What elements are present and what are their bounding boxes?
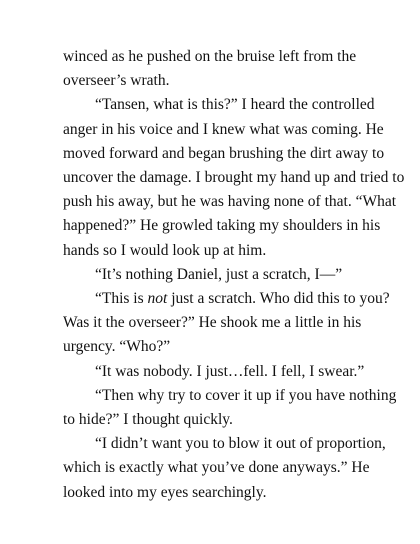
text-line: “I didn’t want you to blow it out of proportion, [95, 435, 386, 453]
text-line [63, 287, 390, 311]
text-line: “It was nobody. I just…fell. I fell, I swear.” [95, 362, 365, 380]
paragraph-tansen-question [63, 93, 405, 262]
paragraph-nothing-daniel [63, 263, 386, 287]
text-line: Was it the overseer?” He shook me a little in his [63, 314, 362, 332]
text-line: uncover the damage. I brought my hand up and tried to [63, 169, 405, 187]
text-segment: just a scratch. Who did this to you? [167, 290, 390, 308]
text-line: looked into my eyes searchingly. [63, 483, 267, 501]
text-line: hands so I would look up at him. [63, 241, 267, 259]
text-line: moved forward and began brushing the dirt away to [63, 144, 385, 162]
text-line: anger in his voice and I knew what was coming. He [63, 120, 384, 138]
paragraph-not-a-scratch [63, 287, 390, 360]
emphasis-text: not [147, 290, 168, 308]
text-line: “It’s nothing Daniel, just a scratch, I—” [95, 265, 343, 283]
paragraph-bruise [63, 45, 386, 93]
text-line: to hide?” I thought quickly. [63, 411, 233, 429]
paragraph-proportion [63, 432, 386, 505]
text-line: “Tansen, what is this?” I heard the controlled [95, 96, 375, 114]
text-line: winced as he pushed on the bruise left from the [63, 48, 357, 65]
text-line: overseer’s wrath. [63, 72, 170, 90]
text-line: push his away, but he was having none of that. “What [63, 193, 397, 211]
text-line: happened?” He growled taking my shoulders in his [63, 217, 381, 235]
paragraph-cover-it-up [63, 384, 397, 432]
paragraph-it-was-nobody [63, 360, 386, 384]
text-line: urgency. “Who?” [63, 338, 171, 356]
text-line: “Then why try to cover it up if you have nothing [95, 386, 397, 404]
text-segment: “This is [95, 290, 148, 308]
text-line: which is exactly what you’ve done anyways.” He [63, 459, 370, 477]
